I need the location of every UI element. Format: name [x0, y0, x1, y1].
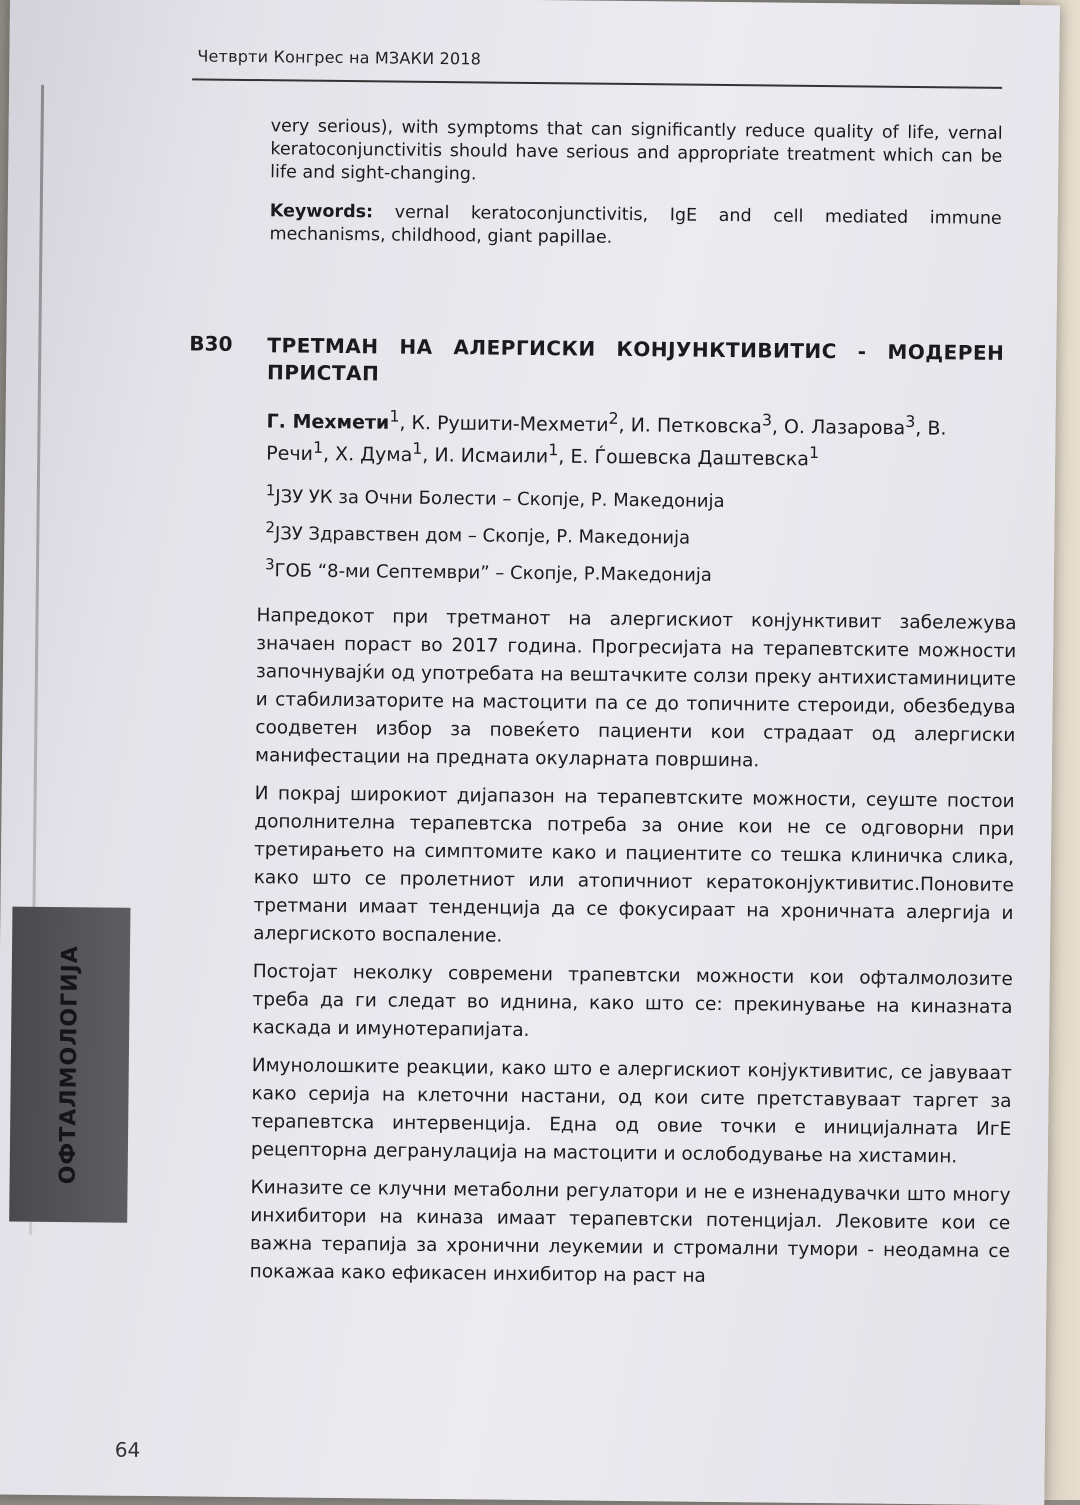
author: , И. Петковска: [618, 414, 762, 438]
paper-section: [179, 331, 1017, 1303]
author-sup: 3: [761, 410, 773, 430]
author-sup: 1: [312, 438, 324, 458]
section-side-tab: [9, 907, 130, 1223]
author: , Х. Дума: [322, 443, 413, 467]
author: , Е. Ѓошевска Даштевска: [558, 445, 810, 471]
affiliation-text: ЈЗУ УК за Очни Болести – Скопје, Р. Македонија: [275, 485, 725, 512]
body-paragraph: Киназите се клучни метаболни регулатори и не е изненадувачки што многу инхибитори на киназа имаат терапевтски потенцијал. Лековите кои се важна терапија за хронични леукемии и стромални тумори - неодамна се покажаа како ефикасен инхибитор на раст на: [249, 1176, 1011, 1287]
author-sup: 1: [548, 440, 559, 460]
paper-id: B30: [189, 331, 233, 356]
paper-title: ТРЕТМАН НА АЛЕРГИСКИ КОНЈУНКТИВИТИС - МОДЕРЕН ПРИСТАП: [266, 333, 1005, 386]
keywords-label: Keywords:: [269, 201, 374, 223]
abstract-tail-text: very serious), with symptoms that can significantly reduce quality of life, vernal keratoconjunctivitis should have serious and appropriate treatment which can be life and sight-changing.: [270, 116, 1003, 185]
affiliation: [265, 549, 1002, 594]
author-sup: 1: [808, 443, 820, 463]
first-author: Г. Мехмети: [266, 410, 390, 434]
page-number: 64: [114, 1437, 141, 1462]
side-tab-label: ОФТАЛМОЛОГИЈА: [56, 945, 84, 1185]
author-sup: 3: [905, 411, 916, 432]
affiliation-text: ЈЗУ Здравствен дом – Скопје, Р. Македонија: [274, 522, 691, 549]
affiliation-text: ГОБ “8-ми Септември” – Скопје, Р.Македонија: [274, 559, 712, 586]
author-list: [266, 402, 1004, 474]
author: , О. Лазарова: [771, 415, 906, 440]
author-sup: 2: [608, 408, 619, 428]
author-sup: 1: [389, 406, 400, 426]
body-paragraph: Напредокот при третманот на алергискиот конјунктивит забележува значаен пораст во 2017 година. Прогресијата на терапевтските можности започнувајќи од употребата на вештачките солзи преку антихистаминиците и стабилизаторите на мастоцити па се до топичните стероиди, обезбедува соодветен избор за повеќето пациенти кои страдаат од алергиски манифестации на предната окуларната површина.: [254, 604, 1017, 772]
abstract-body: [250, 602, 1017, 1294]
keywords-text: vernal keratoconjunctivitis, IgE and cell mediated immune mechanisms, childhood, giant papillae.: [269, 202, 1002, 248]
header-rule: [192, 78, 1002, 88]
author: , В. Речи: [266, 417, 947, 466]
keywords: [269, 200, 1001, 254]
affiliation-sup: 1: [265, 480, 276, 499]
abstract-continuation: [269, 115, 1002, 254]
affiliation-sup: 3: [264, 554, 275, 573]
paper-title-row: [189, 331, 1005, 394]
running-header: Четврти Конгрес на МЗАКИ 2018: [197, 46, 482, 69]
author: , К. Рушити-Мехмети: [399, 411, 609, 437]
author: , И. Исмаили: [422, 444, 549, 468]
body-paragraph: Имунолошките реакции, како што е алергискиот конјуктивитис, се јавуваат како серија на клеточни настани, од кои сите претставуваат таргет за терапевтска интервенција. Една од овие точки е иницијалната ИгЕ рецепторна дегранулација на мастоцити и ослободување на хистамин.: [250, 1054, 1012, 1168]
body-paragraph: Постојат неколку современи трапевтски можности кои офталмолозите треба да ги следат во иднина, како што се: прекинување на киназната каскада и имунотерапијата.: [252, 960, 1013, 1041]
affiliation-sup: 2: [265, 517, 276, 536]
author-sup: 1: [412, 439, 423, 459]
body-paragraph: И покрај широкиот дијапазон на терапевтските можности, сеуште постои дополнителна терапевтска потреба за оние кои не се одговорни при третирањето на симптомите како и пациентите со тешка клиничка слика, како што се пролетниот или атопичниот кератоконјуктивитис.Поновите третмани имаат тенденција да се фокусираат на хроничната алергија и алергиското воспаление.: [253, 782, 1015, 947]
